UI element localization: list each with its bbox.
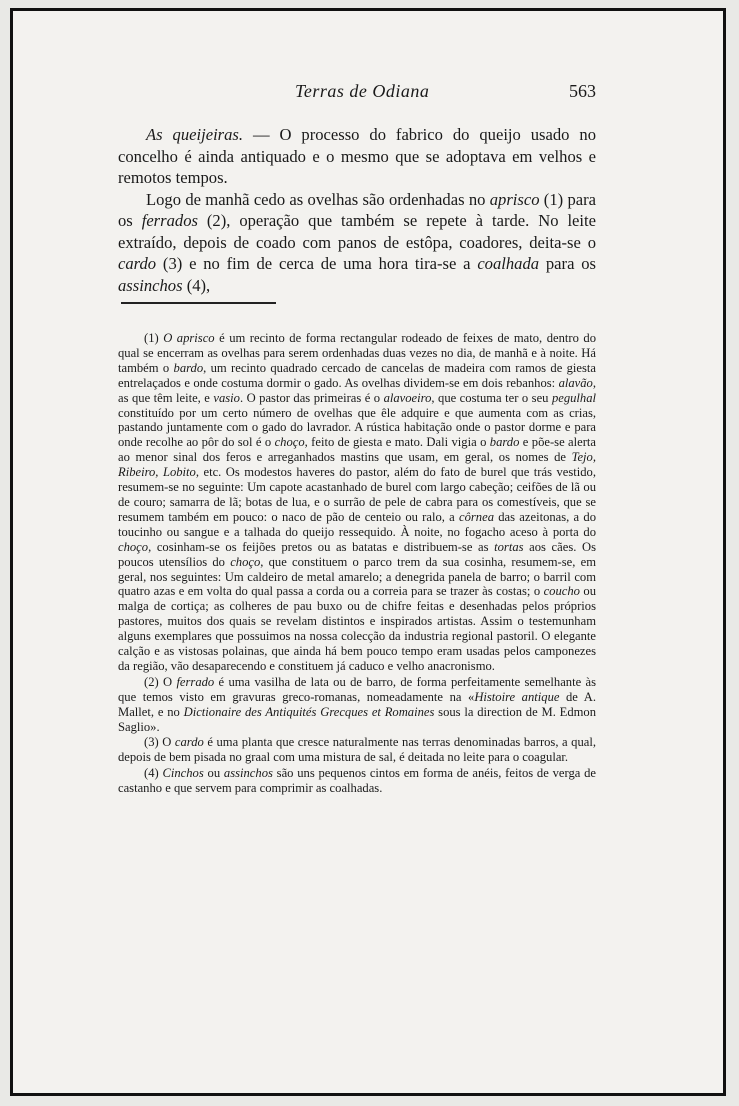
fn-italic: choço [118, 539, 149, 554]
footnote-2 [118, 675, 596, 735]
fn-text: (1) [144, 331, 164, 345]
fn-italic: choço [230, 554, 261, 569]
footnote-separator [121, 302, 276, 304]
fn-italic: O aprisco [163, 331, 215, 345]
paragraph-ordenha [118, 189, 596, 297]
fn-italic: assinchos [223, 766, 273, 781]
fn-text: ou malga de cortiça; as colheres de pau buxo ou de chifre feitas e desenhadas pelos próprios pastores, muitos dos quais se revelam distintos e inspirados artistas. Assim o testemunham alguns exemplares que possuimos na nossa colecção da industria regional pastoril. O elegante calção e as vistosas polainas, que ainda há bem pouco tempo eram usadas pelos camponezes da região, vão desaparecendo e constituem já caduco e velho anacronismo. [118, 584, 596, 673]
text-run: Logo de manhã cedo as ovelhas são ordenhadas no [146, 189, 490, 209]
text-run: (4), [182, 275, 211, 295]
fn-italic: cardo [174, 735, 204, 750]
text-run: — O processo do fabrico do queijo usado no concelho é ainda antiquado e o mesmo que se adoptava em velhos e remotos tempos. [118, 125, 596, 187]
fn-text: ou [203, 766, 224, 781]
fn-text: de A. Mallet, e no [118, 689, 596, 719]
fn-italic: ferrado [176, 674, 215, 689]
text-run: (2), operação que também se repete à tarde. No leite extraído, depois de coado com panos de estôpa, coadores, deita-se o [118, 211, 597, 252]
fn-text: é uma vasilha de lata ou de barro, de forma perfeitamente semelhante às que temos visto em gravuras greco-romanas, nomeadamente na « [118, 674, 596, 704]
footnote-4 [118, 766, 596, 796]
fn-italic: Dictionaire des Antiquités Grecques et Romaines [183, 704, 435, 719]
paragraph-queijeiras [118, 124, 596, 189]
fn-text: (3) O [144, 735, 175, 750]
fn-italic: alavão [558, 375, 593, 390]
fn-text: é uma planta que cresce naturalmente nas terras denominadas barros, a qual, depois de bem pisada no graal com uma mistura de sal, é deitada no leite para o coagular. [118, 735, 596, 765]
fn-text: é um recinto de forma rectangular rodeado de feixes de mato, dentro do qual se encerram as ovelhas para serem ordenhadas duas vezes no dia, de manhã e à noite. Há também o [118, 331, 596, 375]
term-assinchos: assinchos [118, 275, 183, 295]
fn-italic: pegulhal [551, 390, 597, 405]
term-aprisco: aprisco [489, 189, 540, 209]
fn-italic: Tejo, Ribeiro, Lobito [118, 450, 596, 480]
fn-text: e põe-se alerta ao menor sinal dos feros e arreganhados mastins que usam, em geral, os nomes de [118, 435, 597, 465]
fn-italic: bardo [173, 360, 204, 375]
page-number: 563 [569, 81, 596, 101]
main-text [118, 124, 596, 296]
fn-italic: alavoeiro [383, 390, 432, 405]
fn-text: , as que têm leite, e [118, 375, 596, 405]
fn-text: são uns pequenos cintos em forma de anéis, feitos de verga de castanho e que servem para comprimir as coalhadas. [118, 766, 596, 796]
term-ferrados: ferrados [141, 211, 198, 230]
fn-text: , cosinham-se os feijões pretos ou as batatas e distribuem-se as [148, 539, 495, 554]
fn-text: , que costuma ter o seu [431, 390, 552, 405]
fn-text: , etc. Os modestos haveres do pastor, além do fato de burel que trás vestido, resumem-se no seguinte: Um capote acastanhado de burel com largo cabeção; ceifões de lã ou de couro; samarra de lã; botas de lua, e o surrão de pele de cabra para os comestíveis, que se resumem também em pouco: o naco de pão de centeio ou ralo, a [118, 465, 597, 524]
text-run: (1) para os [118, 189, 596, 230]
fn-italic: côrnea [459, 509, 494, 524]
fn-italic: choço [274, 435, 305, 450]
running-title: Terras de Odiana [295, 81, 430, 101]
fn-text: , feito de giesta e mato. Dali vigia o [304, 435, 490, 450]
footnotes [118, 331, 596, 796]
term-cardo: cardo [118, 254, 157, 273]
fn-italic: coucho [543, 584, 580, 599]
term-coalhada: coalhada [477, 254, 540, 273]
book-page [10, 8, 726, 1096]
page-header [13, 81, 723, 105]
fn-italic: vasio [213, 390, 240, 405]
fn-text: , que constituem o parco trem da sua cosinha, resumem-se, em geral, nos seguintes: Um caldeiro de metal amarelo; a denegrida panela de barro; o barril com quatro azas e em volta do qual passa a corda ou a correia para se trazer às costas; o [118, 554, 596, 599]
fn-text: das azeitonas, a do toucinho ou sangue e a talhada do queijo ressequido. À noite, no fogacho aceso à porta do [118, 509, 596, 539]
fn-italic: bardo [489, 435, 520, 450]
fn-text: (2) O [144, 674, 177, 689]
footnote-1 [118, 331, 596, 674]
fn-text: . O pastor das primeiras é o [239, 390, 384, 405]
footnote-3 [118, 735, 596, 765]
fn-italic: tortas [494, 539, 524, 554]
fn-text: aos cães. Os poucos utensílios do [118, 539, 596, 569]
fn-text: constituído por um certo número de ovelhas que êle adquire e que aumenta com as crias, pastando juntamente com o gado do lavrador. A rústica habitação onde o pastor dorme e para onde recolhe ao pôr do sol é o [118, 405, 596, 450]
fn-italic: Cinchos [162, 766, 204, 781]
fn-text: sous la direction de M. Edmon Saglio». [118, 704, 597, 734]
text-run: para os [539, 254, 596, 273]
fn-text: , um recinto quadrado cercado de cancelas de madeira com ramos de giesta entrelaçados e onde costuma dormir o gado. As ovelhas dividem-se em dois rebanhos: [118, 360, 596, 390]
fn-italic: Histoire antique [474, 689, 560, 704]
section-heading: As queijeiras. [146, 125, 244, 144]
text-run: (3) e no fim de cerca de uma hora tira-se a [156, 254, 478, 273]
fn-text: (4) [144, 766, 163, 781]
